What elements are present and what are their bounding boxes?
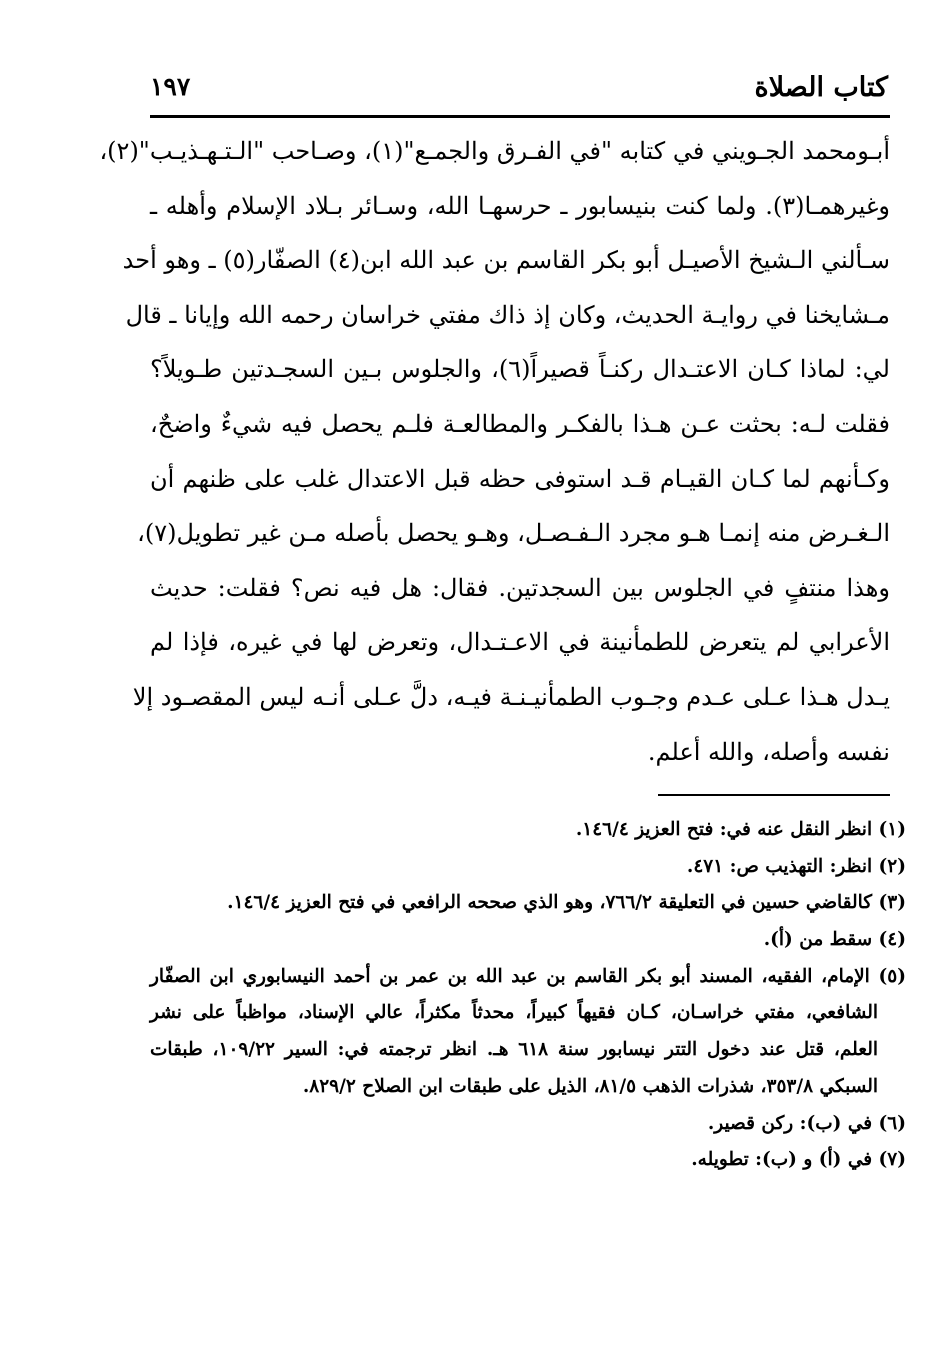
body-line: وغيرهمـا(٣). ولما كنت بنيسابور ـ حرسهـا الله، وسـائر بـلاد الإسلام وأهله ـ: [150, 191, 890, 220]
footnote-line: (٣) كالقاضي حسين في التعليقة ٧٦٦/٢، وهو الذي صححه الرافعي في فتح العزيز ١٤٦/٤.: [227, 892, 906, 914]
footnote-line: (٢) انظر: التهذيب ص: ٤٧١.: [686, 855, 906, 877]
footnote-line: السبكي ٣٥٣/٨، شذرات الذهب ٨١/٥، الذيل على طبقات ابن الصلاح ٨٢٩/٢.: [302, 1075, 878, 1097]
footnote-line: (٧) في (أ) و (ب): تطويله.: [691, 1149, 906, 1171]
footnote-line: العلم، قتل عند دخول التتر نيسابور سنة ٦١٨ هـ. انظر ترجمته في: السير ١٠٩/٢٢، طبقات: [150, 1039, 878, 1061]
running-header-title: كتاب الصلاة: [754, 72, 888, 103]
page-number: ١٩٧: [150, 72, 191, 101]
body-line: نفسه وأصله، والله أعلم.: [647, 737, 890, 766]
main-text: [99, 124, 890, 779]
footnote-line: (٤) سقط من (أ).: [763, 929, 906, 951]
body-line: مـشايخنا في روايـة الحديث، وكان إذ ذاك مفتي خراسان رحمه الله وإيانا ـ قال: [125, 300, 890, 329]
footnote-line: (٥) الإمام، الفقيه، المسند أبو بكر القاسم بن عبد الله بن عمر بن أحمد النيسابوري ابن الصفّار: [150, 965, 906, 987]
footnotes: [150, 812, 906, 1179]
footnote-separator: [658, 794, 890, 796]
body-line: وكـأنهم لما كـان القيـام قـد استوفى حظه قبل الاعتدال غلب على ظنهم أن: [150, 464, 890, 493]
body-line: الـغـرض منه إنمـا هـو مجرد الـفـصـل، وهـو يحصل بأصله مـن غير تطويل(٧)،: [137, 519, 890, 548]
body-line: الأعرابي لم يتعرض للطمأنينة في الاعـتـدال، وتعرض لها في غيره، فإذا لم: [150, 628, 890, 657]
body-line: سـألني الـشيخ الأصيـل أبو بكر القاسم بن عبد الله ابن(٤) الصفّار(٥) ـ وهو أحد: [122, 246, 890, 275]
body-line: فقلت لـه: بحثت عـن هـذا بالفكـر والمطالعـة فلـم يحصل فيه شيءٌ واضحٌ،: [150, 409, 890, 438]
body-line: لي: لماذا كـان الاعتـدال ركنـاً قصيراً(٦)، والجلوس بـين السجـدتين طـويلاً؟: [150, 355, 890, 384]
body-line: يـدل هـذا عـلى عـدم وجـوب الطمأنيـنـة فيـه، دلَّ عـلى أنـه ليس المقصـود إلا: [132, 682, 890, 711]
footnote-line: (١) انظر النقل عنه في: فتح العزيز ١٤٦/٤.: [575, 819, 906, 840]
footnote-line: الشافعي، مفتي خراسـان، كـان فقيهاً كبيراً، محدثاً مكثراً، عالي الإسناد، مواظباً على نشر: [150, 1002, 878, 1024]
header-rule: [150, 115, 890, 118]
body-line: وهذا منتفٍ في الجلوس بين السجدتين. فقال: هل فيه نص؟ فقلت: حديث: [150, 573, 890, 602]
footnote-line: (٦) في (ب): ركن قصير.: [707, 1112, 906, 1134]
body-line: أبـومحمد الجـويني في كتابه "في الفـرق والجمـع"(١)، وصـاحب "الـتـهـذيـب"(٢)،: [99, 137, 890, 165]
